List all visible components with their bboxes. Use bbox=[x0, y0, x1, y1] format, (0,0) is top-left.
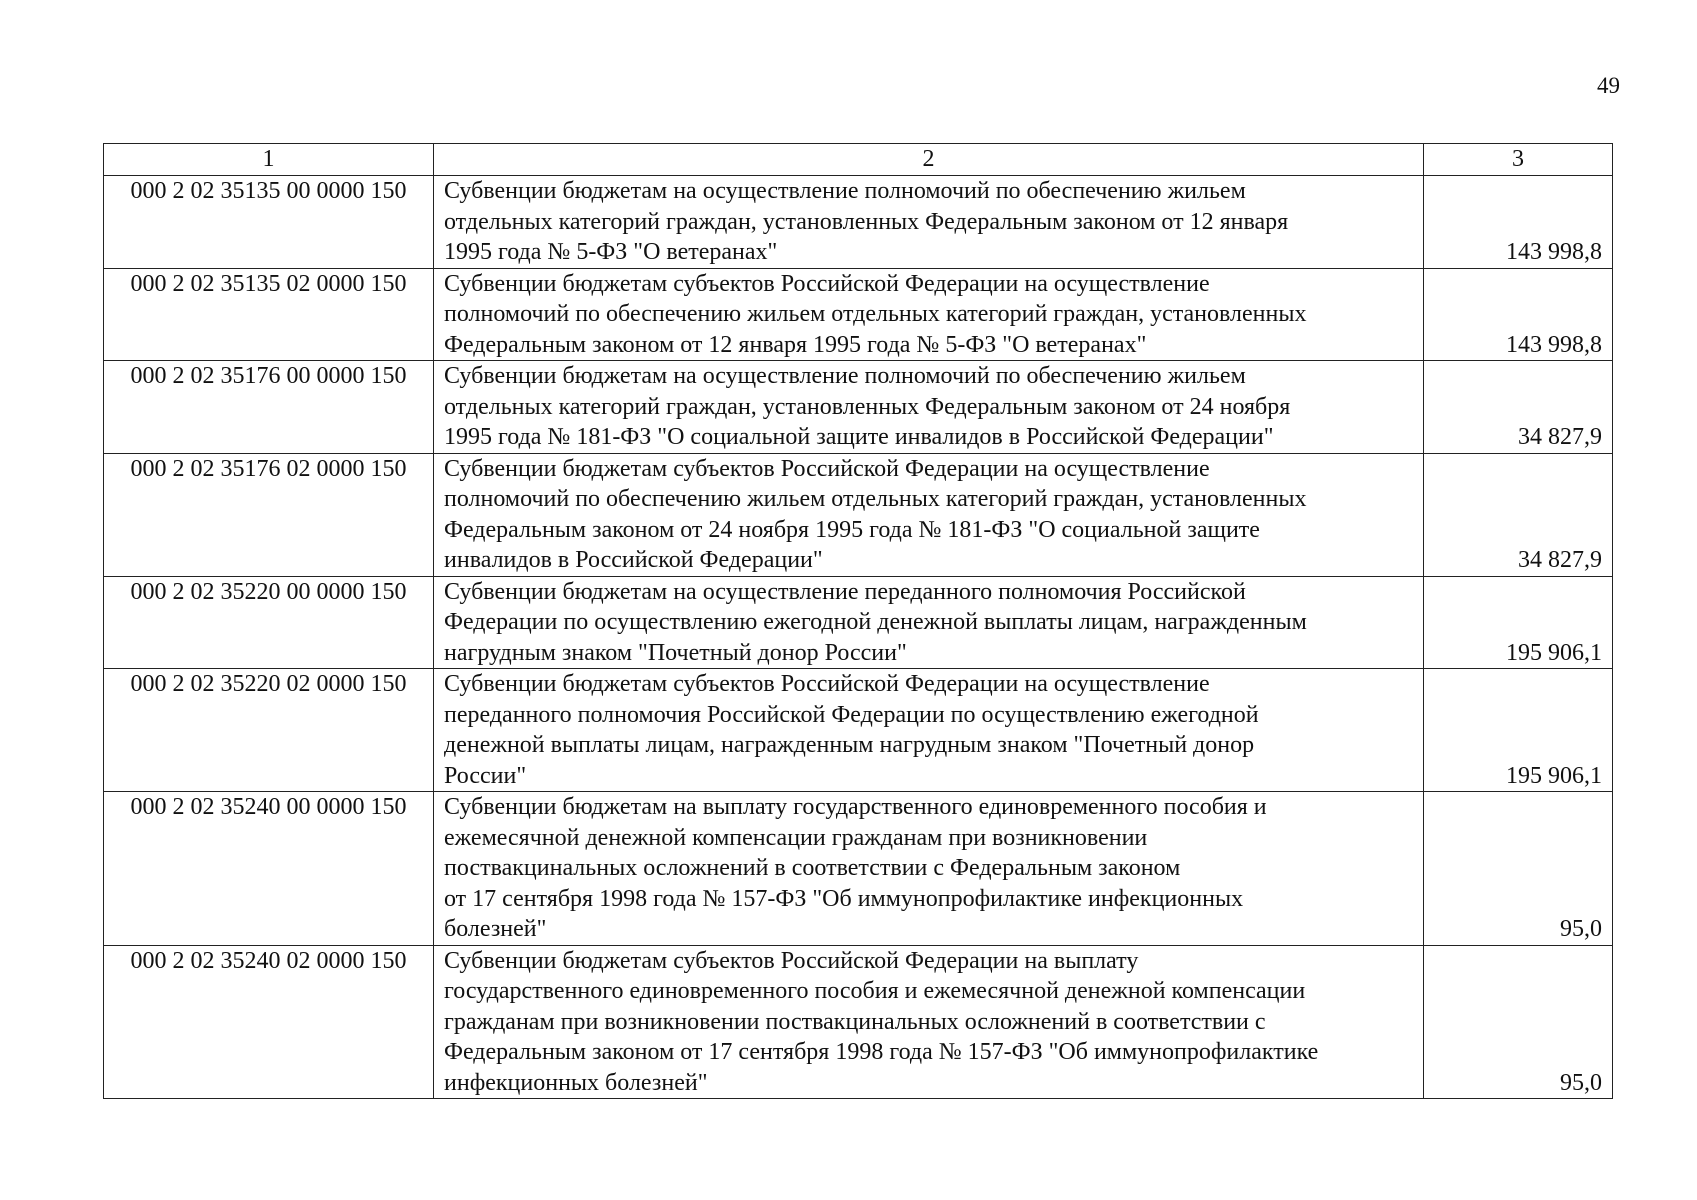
description-line: переданного полномочия Российской Федерации по осуществлению ежегодной bbox=[444, 701, 1259, 728]
description-line: нагрудным знаком "Почетный донор России" bbox=[444, 639, 907, 666]
description-line: Субвенции бюджетам на выплату государственного единовременного пособия и bbox=[444, 794, 1267, 820]
table-row bbox=[104, 361, 1613, 454]
amount-cell: 195 906,1 bbox=[1424, 669, 1613, 792]
description-cell bbox=[434, 361, 1424, 454]
column-header-name: 2 bbox=[434, 144, 1424, 176]
description-line: от 17 сентября 1998 года № 157-ФЗ "Об иммунопрофилактике инфекционных bbox=[444, 885, 1244, 912]
table-row bbox=[104, 176, 1613, 269]
table-row bbox=[104, 453, 1613, 576]
table-row bbox=[104, 669, 1613, 792]
description-cell bbox=[434, 176, 1424, 269]
description-line: Субвенции бюджетам на осуществление полномочий по обеспечению жильем bbox=[444, 178, 1246, 204]
budget-code-cell: 000 2 02 35135 00 0000 150 bbox=[104, 176, 434, 269]
budget-code-cell: 000 2 02 35220 00 0000 150 bbox=[104, 576, 434, 669]
budget-code-cell: 000 2 02 35176 00 0000 150 bbox=[104, 361, 434, 454]
description-line: Федерации по осуществлению ежегодной денежной выплаты лицам, награжденным bbox=[444, 609, 1307, 635]
description-line: отдельных категорий граждан, установленных Федеральным законом от 24 ноября bbox=[444, 393, 1291, 420]
budget-code-cell: 000 2 02 35220 02 0000 150 bbox=[104, 669, 434, 792]
description-line: полномочий по обеспечению жильем отдельных категорий граждан, установленных bbox=[444, 301, 1307, 327]
description-line: Субвенции бюджетам субъектов Российской Федерации на осуществление bbox=[444, 270, 1210, 297]
description-line: поствакцинальных осложнений в соответствии с Федеральным законом bbox=[444, 855, 1181, 881]
description-cell bbox=[434, 268, 1424, 361]
description-line: Субвенции бюджетам на осуществление переданного полномочия Российской bbox=[444, 578, 1246, 605]
page-number: 49 bbox=[1597, 73, 1620, 98]
description-line: 1995 года № 181-ФЗ "О социальной защите инвалидов в Российской Федерации" bbox=[444, 424, 1274, 450]
table-body bbox=[104, 176, 1613, 1099]
description-line: болезней" bbox=[444, 916, 547, 942]
description-line: гражданам при возникновении поствакцинальных осложнений в соответствии с bbox=[444, 1008, 1266, 1035]
amount-cell: 34 827,9 bbox=[1424, 361, 1613, 454]
description-cell bbox=[434, 945, 1424, 1099]
amount-cell: 143 998,8 bbox=[1424, 176, 1613, 269]
budget-table bbox=[103, 143, 1613, 1099]
budget-code-cell: 000 2 02 35176 02 0000 150 bbox=[104, 453, 434, 576]
description-line: Субвенции бюджетам субъектов Российской Федерации на выплату bbox=[444, 947, 1139, 974]
budget-code-cell: 000 2 02 35240 02 0000 150 bbox=[104, 945, 434, 1099]
description-line: ежемесячной денежной компенсации гражданам при возникновении bbox=[444, 824, 1148, 851]
amount-cell: 95,0 bbox=[1424, 945, 1613, 1099]
description-line: полномочий по обеспечению жильем отдельных категорий граждан, установленных bbox=[444, 486, 1307, 512]
amount-cell: 95,0 bbox=[1424, 792, 1613, 946]
description-line: отдельных категорий граждан, установленных Федеральным законом от 12 января bbox=[444, 208, 1289, 235]
table-row bbox=[104, 792, 1613, 946]
description-cell bbox=[434, 576, 1424, 669]
amount-cell: 143 998,8 bbox=[1424, 268, 1613, 361]
header-row bbox=[104, 144, 1613, 176]
amount-cell: 195 906,1 bbox=[1424, 576, 1613, 669]
description-line: инфекционных болезней" bbox=[444, 1069, 708, 1096]
description-line: Федеральным законом от 17 сентября 1998 года № 157-ФЗ "Об иммунопрофилактике bbox=[444, 1039, 1319, 1065]
table-row bbox=[104, 945, 1613, 1099]
description-line: Субвенции бюджетам на осуществление полномочий по обеспечению жильем bbox=[444, 363, 1246, 389]
budget-code-cell: 000 2 02 35240 00 0000 150 bbox=[104, 792, 434, 946]
table-row bbox=[104, 268, 1613, 361]
description-cell bbox=[434, 669, 1424, 792]
description-line: России" bbox=[444, 762, 527, 789]
budget-code-cell: 000 2 02 35135 02 0000 150 bbox=[104, 268, 434, 361]
description-line: 1995 года № 5-ФЗ "О ветеранах" bbox=[444, 239, 778, 265]
description-line: Федеральным законом от 12 января 1995 года № 5-ФЗ "О ветеранах" bbox=[444, 331, 1147, 358]
description-line: денежной выплаты лицам, награжденным нагрудным знаком "Почетный донор bbox=[444, 732, 1255, 758]
description-line: Федеральным законом от 24 ноября 1995 года № 181-ФЗ "О социальной защите bbox=[444, 516, 1260, 543]
column-header-amount: 3 bbox=[1424, 144, 1613, 176]
table-row bbox=[104, 576, 1613, 669]
description-cell bbox=[434, 792, 1424, 946]
description-line: Субвенции бюджетам субъектов Российской Федерации на осуществление bbox=[444, 455, 1210, 482]
description-line: инвалидов в Российской Федерации" bbox=[444, 547, 823, 573]
column-header-code: 1 bbox=[104, 144, 434, 176]
amount-cell: 34 827,9 bbox=[1424, 453, 1613, 576]
description-cell bbox=[434, 453, 1424, 576]
description-line: Субвенции бюджетам субъектов Российской Федерации на осуществление bbox=[444, 671, 1210, 697]
description-line: государственного единовременного пособия и ежемесячной денежной компенсации bbox=[444, 978, 1306, 1004]
